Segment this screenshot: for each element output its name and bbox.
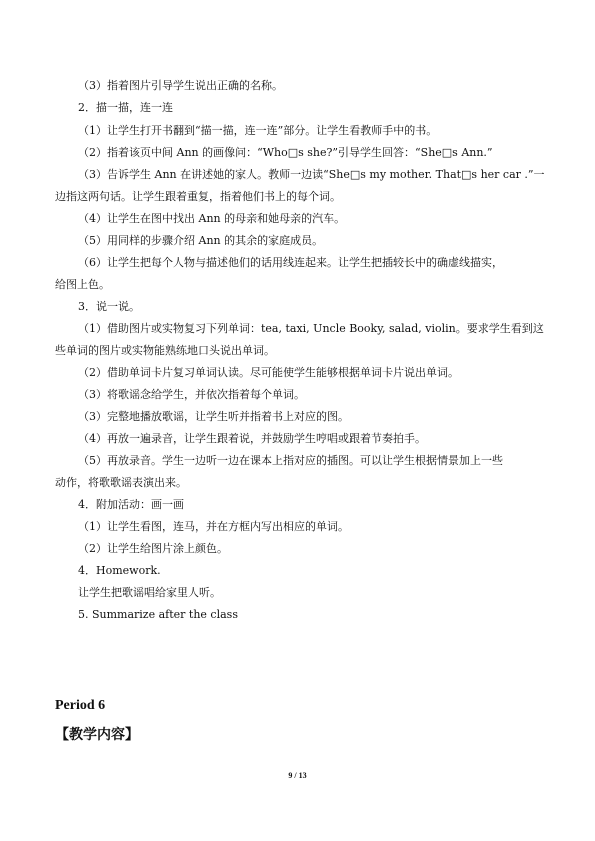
- text-line: （5）用同样的步骤介绍 Ann 的其余的家庭成员。: [78, 234, 324, 247]
- text-line: （1）借助图片或实物复习下列单词：tea, taxi, Uncle Booky, salad, violin。要求学生看到这: [78, 322, 544, 335]
- text-line: 动作，将歌歌谣表演出来。: [55, 476, 187, 489]
- text-line: 边指这两句话。让学生跟着重复，指着他们书上的每个词。: [55, 190, 341, 203]
- period-heading: Period 6: [55, 698, 106, 713]
- text-line: （3）指着图片引导学生说出正确的名称。: [78, 79, 283, 92]
- text-line: （4）让学生在图中找出 Ann 的母亲和她母亲的汽车。: [78, 212, 346, 225]
- text-line: 些单词的图片或实物能熟练地口头说出单词。: [55, 344, 275, 357]
- text-line: 给图上色。: [55, 278, 110, 291]
- text-line: （3）完整地播放歌谣，让学生听并指着书上对应的图。: [78, 410, 349, 423]
- text-line: （2）指着该页中间 Ann 的画像问：“Who□s she?”引导学生回答：“She□s Ann.”: [78, 146, 493, 159]
- page-number: 9 / 13: [288, 771, 307, 780]
- section-heading: 4．Homework.: [78, 564, 161, 577]
- section-heading: 2．描一描，连一连: [78, 101, 173, 114]
- text-line: （3）告诉学生 Ann 在讲述她的家人。教师一边读“She□s my mother. That□s her car .”一: [78, 168, 545, 181]
- text-line: （3）将歌谣念给学生，并依次指着每个单词。: [78, 388, 305, 401]
- section-heading: 3．说一说。: [78, 300, 140, 313]
- section-heading: 5. Summarize after the class: [78, 608, 238, 621]
- content-heading: 【教学内容】: [55, 727, 139, 743]
- text-line: （2）借助单词卡片复习单词认读。尽可能使学生能够根据单词卡片说出单词。: [78, 366, 459, 379]
- text-line: （2）让学生给图片涂上颜色。: [78, 542, 228, 555]
- text-line: 让学生把歌谣唱给家里人听。: [78, 586, 221, 599]
- text-line: （4）再放一遍录音，让学生跟着说，并鼓励学生哼唱或跟着节奏拍手。: [78, 432, 426, 445]
- text-line: （5）再放录音。学生一边听一边在课本上指对应的插图。可以让学生根据情景加上一些: [78, 454, 503, 467]
- text-line: （1）让学生看图，连马，并在方框内写出相应的单词。: [78, 520, 349, 533]
- text-line: （6）让学生把每个人物与描述他们的话用线连起来。让学生把插较长中的确虚线描实，: [78, 256, 503, 269]
- section-heading: 4．附加活动：画一画: [78, 498, 184, 511]
- text-line: （1）让学生打开书翻到“描一描，连一连”部分。让学生看教师手中的书。: [78, 124, 438, 137]
